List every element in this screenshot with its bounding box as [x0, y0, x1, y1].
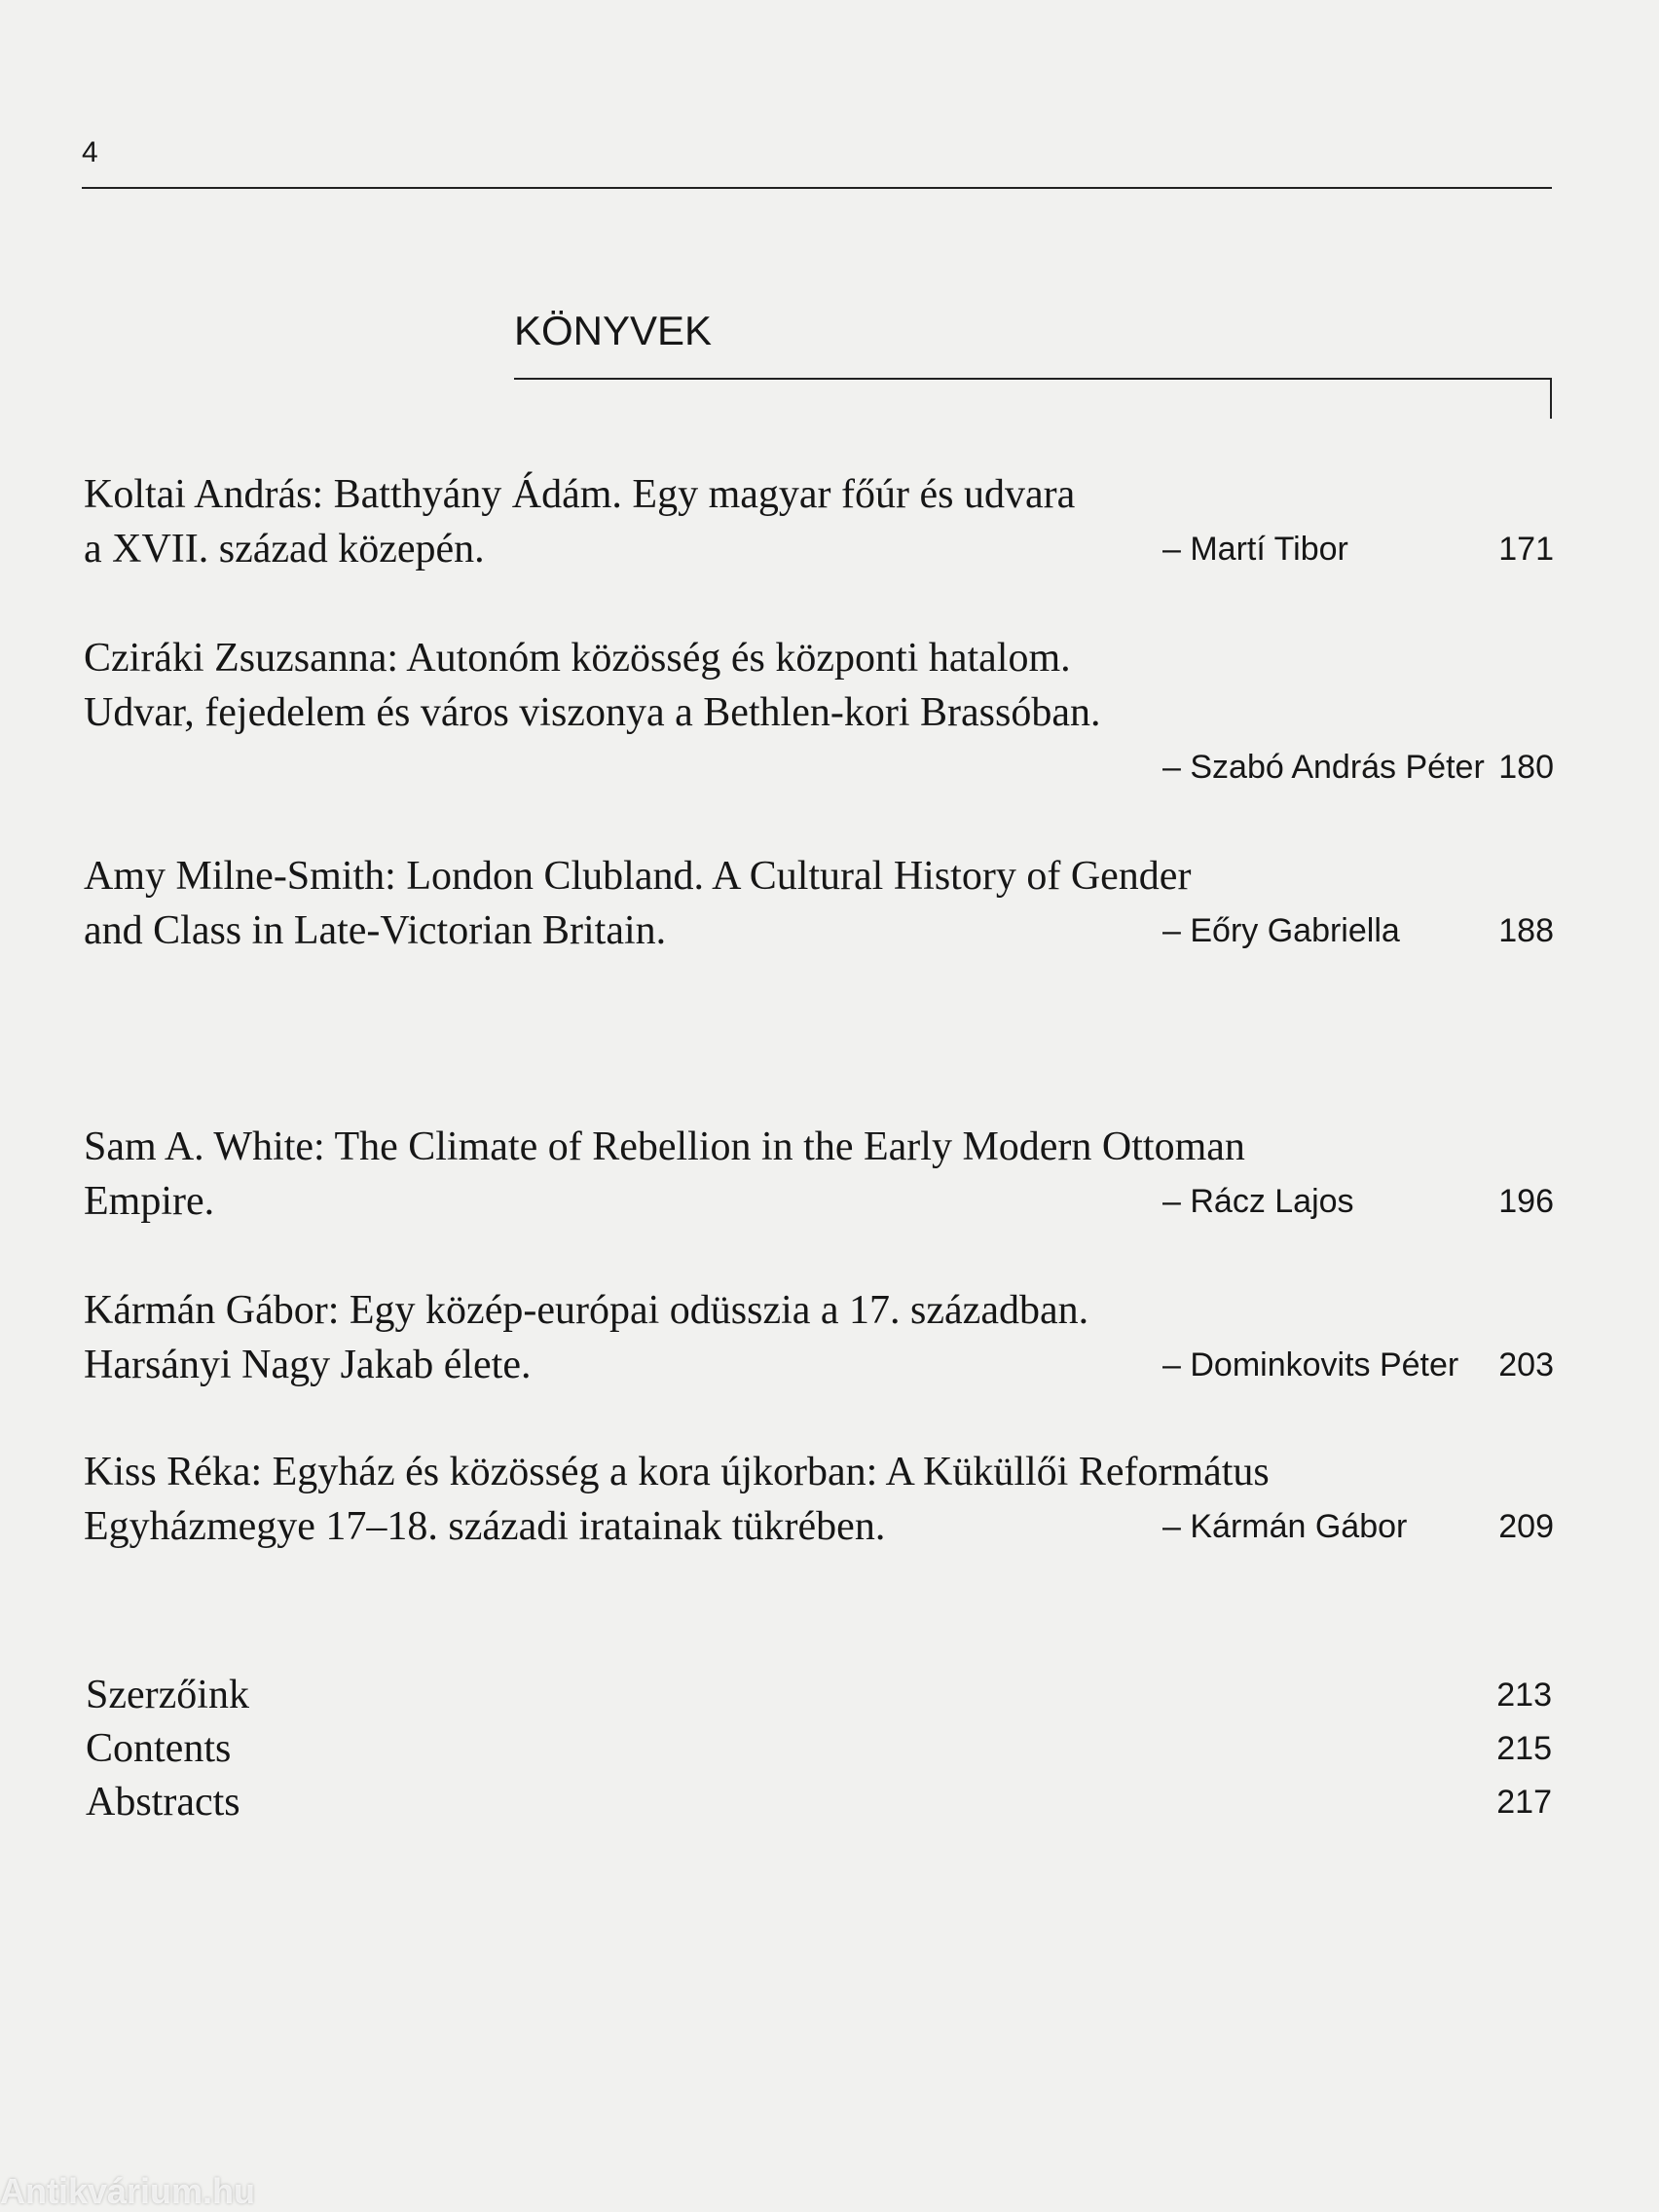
back-matter-item	[86, 1669, 1552, 1722]
entry-title-text: Harsányi Nagy Jakab élete.	[84, 1343, 532, 1387]
back-matter-label: Abstracts	[86, 1780, 240, 1825]
entry-title-line-last	[84, 903, 1554, 958]
entry-reviewer: – Dominkovits Péter	[1162, 1346, 1459, 1383]
back-matter-label: Szerzőink	[86, 1673, 249, 1717]
entry-title-line-last	[84, 1338, 1554, 1392]
entry-title-line-last	[84, 522, 1554, 576]
toc-entry	[84, 849, 1554, 958]
back-matter-page-number: 217	[1496, 1784, 1552, 1821]
entry-title-line: Kármán Gábor: Egy közép-európai odüsszia a 17. században.	[84, 1288, 1089, 1333]
toc-entry	[84, 1445, 1554, 1554]
entry-title-line-last	[84, 1174, 1554, 1229]
entry-title-text: Egyházmegye 17–18. századi iratainak tükrében.	[84, 1504, 886, 1549]
section-rule	[514, 378, 1552, 380]
entry-reviewer: – Kármán Gábor	[1162, 1508, 1408, 1545]
entry-title-line: Sam A. White: The Climate of Rebellion in the Early Modern Ottoman	[84, 1124, 1245, 1169]
entry-reviewer: – Rácz Lajos	[1162, 1183, 1354, 1220]
toc-entry	[84, 1120, 1554, 1229]
entry-title-line: Udvar, fejedelem és város viszonya a Bethlen-kori Brassóban.	[84, 690, 1101, 735]
entry-page-number: 188	[1498, 912, 1554, 949]
entry-page-number: 196	[1498, 1183, 1554, 1220]
entry-title-line-last	[84, 1499, 1554, 1554]
back-matter-list	[86, 1669, 1552, 1829]
toc-entry	[84, 631, 1554, 794]
entry-page-number: 209	[1498, 1508, 1554, 1545]
back-matter-item	[86, 1776, 1552, 1829]
entry-reviewer: – Eőry Gabriella	[1162, 912, 1400, 949]
entry-reviewer: – Szabó András Péter	[1162, 749, 1485, 786]
entry-page-number: 180	[1498, 749, 1554, 786]
toc-entry	[84, 467, 1554, 576]
section-title: KÖNYVEK	[514, 308, 713, 353]
entry-title-line: Koltai András: Batthyány Ádám. Egy magyar főúr és udvara	[84, 472, 1076, 517]
entry-reviewer: – Martí Tibor	[1162, 531, 1348, 568]
back-matter-page-number: 213	[1496, 1677, 1552, 1714]
back-matter-page-number: 215	[1496, 1730, 1552, 1767]
entry-title-text: a XVII. század közepén.	[84, 527, 485, 571]
entry-page-number: 203	[1498, 1346, 1554, 1383]
section-rule-tick	[1550, 378, 1552, 419]
page-number: 4	[82, 136, 98, 168]
entry-title-line-last	[84, 740, 1554, 794]
entry-title-line: Cziráki Zsuzsanna: Autonóm közösség és központi hatalom.	[84, 636, 1071, 681]
entry-title-text: and Class in Late-Victorian Britain.	[84, 908, 667, 953]
watermark: Antikvárium.hu	[0, 2171, 256, 2211]
entry-title-line: Amy Milne-Smith: London Clubland. A Cultural History of Gender	[84, 854, 1192, 899]
back-matter-item	[86, 1722, 1552, 1776]
entry-title-text: Empire.	[84, 1179, 215, 1224]
toc-entry	[84, 1283, 1554, 1392]
entry-page-number: 171	[1498, 531, 1554, 568]
entry-title-line: Kiss Réka: Egyház és közösség a kora újkorban: A Küküllői Református	[84, 1450, 1270, 1494]
header-rule	[82, 187, 1552, 189]
back-matter-label: Contents	[86, 1726, 232, 1771]
